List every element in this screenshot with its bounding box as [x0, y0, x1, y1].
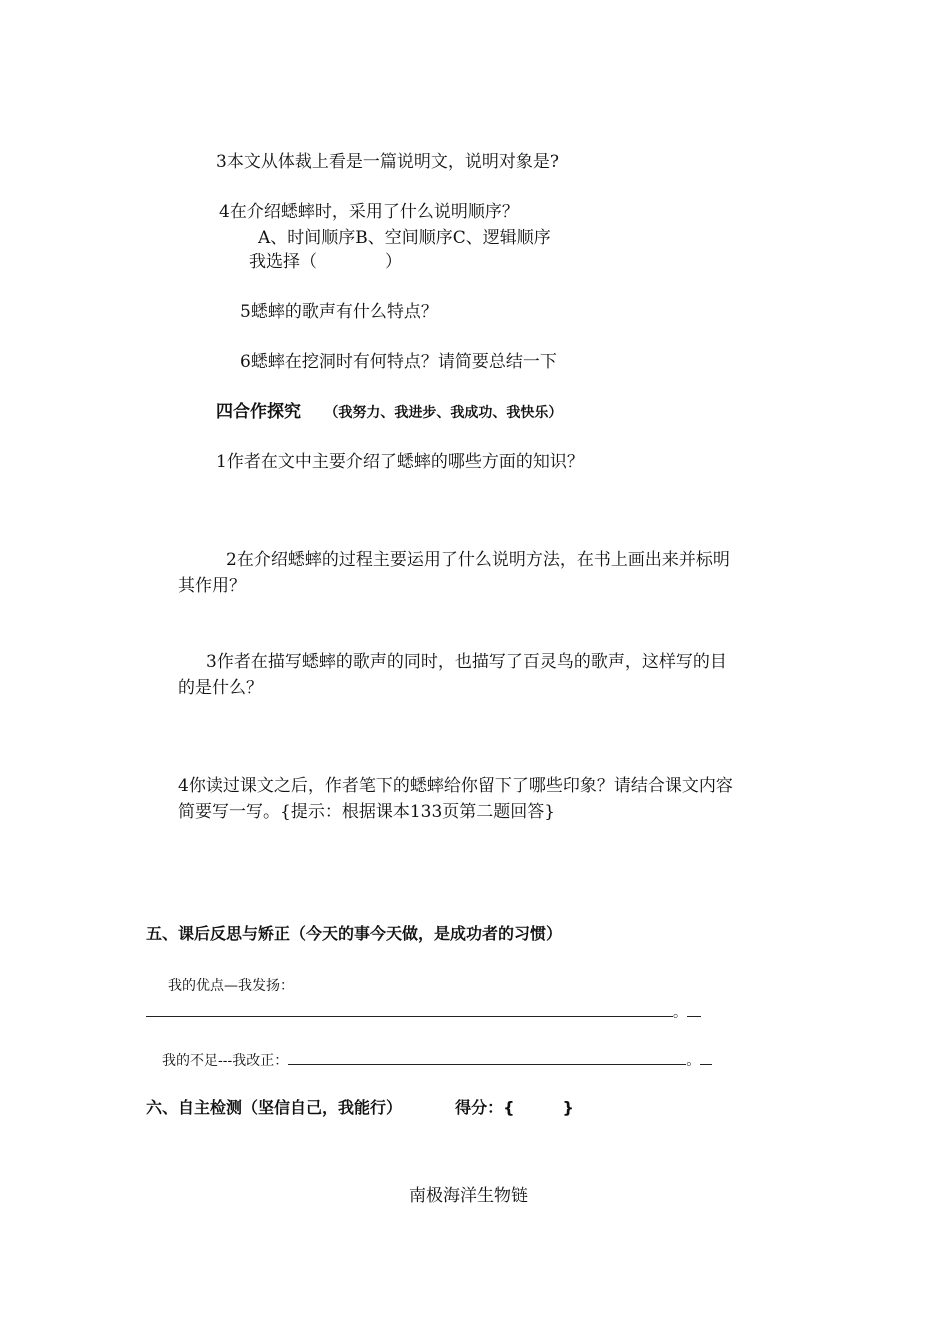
section-4-question-4-line-2: 简要写一写。{提示：根据课本133页第二题回答}	[178, 802, 556, 822]
fault-row	[162, 1050, 712, 1071]
fault-blank	[288, 1050, 686, 1065]
merit-blank	[146, 1002, 673, 1017]
question-4: 4在介绍蟋蟀时，采用了什么说明顺序？	[219, 202, 519, 222]
section-5-title: 五、课后反思与矫正（今天的事今天做，是成功者的习惯）	[146, 924, 563, 943]
section-4-subtitle: （我努力、我进步、我成功、我快乐）	[324, 405, 563, 421]
section-4-question-3-line-2: 的是什么？	[178, 678, 263, 698]
merit-label: 我的优点—我发扬：	[168, 978, 294, 994]
section-4-question-4-line-1: 4你读过课文之后，作者笔下的蟋蟀给你留下了哪些印象？请结合课文内容	[178, 776, 733, 796]
question-6: 6蟋蟀在挖洞时有何特点？请简要总结一下	[240, 352, 557, 372]
question-4-choice: 我选择（ ）	[249, 252, 402, 272]
merit-answer-line	[146, 1002, 701, 1023]
merit-end: 。	[673, 1005, 687, 1021]
section-6-title: 六、自主检测（坚信自己，我能行）	[146, 1098, 403, 1117]
score-label: 得分：{ }	[455, 1098, 574, 1117]
question-3: 3本文从体裁上看是一篇说明文，说明对象是?	[216, 152, 559, 172]
section-4-question-1: 1作者在文中主要介绍了蟋蟀的哪些方面的知识？	[216, 452, 584, 472]
section-4-question-2-line-1: 2在介绍蟋蟀的过程主要运用了什么说明方法，在书上画出来并标明	[226, 550, 730, 570]
section-4-heading	[216, 402, 562, 423]
fault-label: 我的不足---我改正：	[162, 1053, 289, 1069]
section-6-heading	[146, 1098, 574, 1118]
question-5: 5蟋蟀的歌声有什么特点？	[240, 302, 438, 322]
section-4-question-2-line-2: 其作用？	[178, 576, 246, 596]
fault-end: 。	[686, 1053, 701, 1069]
fault-blank-tail	[700, 1050, 712, 1065]
merit-blank-tail	[687, 1002, 701, 1017]
section-4-title: 四合作探究	[216, 402, 301, 422]
next-article-title: 南极海洋生物链	[409, 1186, 528, 1206]
question-4-options: A、时间顺序B、空间顺序C、逻辑顺序	[258, 228, 551, 248]
section-4-question-3-line-1: 3作者在描写蟋蟀的歌声的同时，也描写了百灵鸟的歌声，这样写的目	[206, 652, 727, 672]
